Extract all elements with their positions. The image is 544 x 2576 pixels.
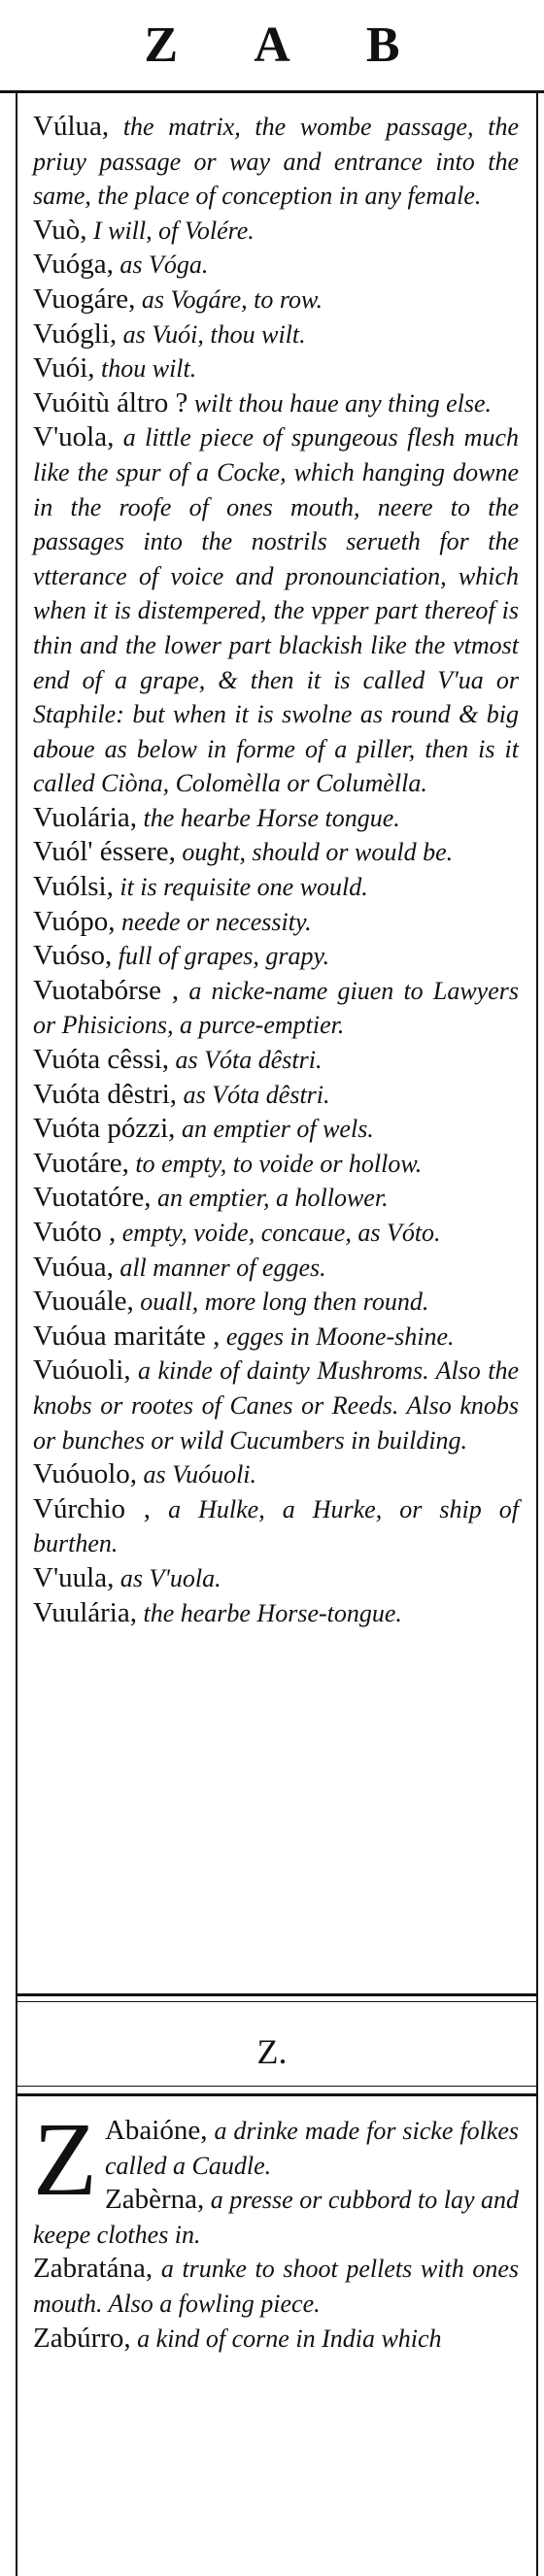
dictionary-entry bbox=[33, 1457, 519, 1492]
headword: Vuogáre, bbox=[33, 283, 136, 315]
definition: a Hulke, a Hurke, or ship of burthen. bbox=[33, 1494, 519, 1558]
headword: Vuotabórse , bbox=[33, 974, 180, 1006]
dictionary-entry bbox=[33, 801, 519, 836]
dictionary-entry bbox=[33, 1181, 519, 1216]
headword: Vuóua, bbox=[33, 1251, 114, 1283]
definition: an emptier, a hollower. bbox=[151, 1184, 389, 1213]
dictionary-entry bbox=[33, 248, 519, 283]
definition: ouall, more long then round. bbox=[133, 1288, 429, 1317]
headword: Vuouále, bbox=[33, 1286, 134, 1318]
definition: a trunke to shoot pellets with ones mouth. Also a fowling piece. bbox=[33, 2255, 519, 2318]
headword: Zabúrro, bbox=[33, 2322, 131, 2354]
definition: as Vuóuoli. bbox=[137, 1460, 257, 1489]
dictionary-entry bbox=[33, 974, 519, 1043]
headword: Vuógli, bbox=[33, 318, 118, 350]
section-rule-thin bbox=[17, 2086, 536, 2087]
headword: Zabèrna, bbox=[104, 2184, 205, 2216]
headword: Vuól' éssere, bbox=[33, 836, 176, 868]
running-head: Z A B bbox=[144, 17, 433, 73]
dictionary-entry bbox=[33, 835, 519, 870]
drop-capital: Z bbox=[33, 2102, 97, 2218]
headword: Vuóta pózzi, bbox=[33, 1113, 176, 1145]
dictionary-entry bbox=[33, 1078, 519, 1113]
definition: the hearbe Horse-tongue. bbox=[136, 1598, 402, 1627]
headword: Vuóso, bbox=[33, 940, 113, 972]
definition: all manner of egges. bbox=[113, 1253, 326, 1282]
headword: Vuóuoli, bbox=[33, 1355, 131, 1387]
headword: Vuópo, bbox=[33, 905, 116, 937]
section-rule-thick bbox=[17, 2093, 536, 2096]
headword: Vuólsi, bbox=[33, 871, 114, 903]
definition: to empty, to voide or hollow. bbox=[128, 1149, 423, 1178]
headword: Vuói, bbox=[33, 352, 95, 385]
definition: wilt thou haue any thing else. bbox=[187, 388, 493, 418]
headword: Vuotáre, bbox=[33, 1147, 129, 1179]
definition: thou wilt. bbox=[94, 354, 197, 384]
dictionary-entry bbox=[33, 1596, 519, 1631]
dictionary-entry bbox=[33, 283, 519, 318]
headword: Vuóua maritáte , bbox=[33, 1320, 221, 1352]
definition: full of grapes, grapy. bbox=[112, 942, 330, 971]
definition: the hearbe Horse tongue. bbox=[136, 803, 400, 832]
dictionary-entry bbox=[33, 110, 519, 214]
definition: a kinde of dainty Mushroms. Also the knobs or rootes of Canes or Reeds. Also knobs or bunches or wild Cucumbers in building. bbox=[33, 1356, 519, 1455]
dictionary-entry bbox=[33, 2252, 519, 2321]
dictionary-entry bbox=[33, 318, 519, 352]
definition: a drinke made for sicke folkes called a Caudle. bbox=[104, 2117, 519, 2180]
section-rule-thin bbox=[17, 2001, 536, 2002]
dictionary-entry bbox=[33, 1112, 519, 1147]
definition: a little piece of spungeous flesh much like the spur of a Cocke, which hanging downe in the roofe of ones mouth, neere to the passages into the nostrils serueth for the vtterance of voice and pronounciation, which when it is distempered, the vpper part thereof is thin and the lower part blackish like the vtmost end of a grape, & then it is called V'ua or Staphile: but when it is swolne as round & big aboue as below in forme of a piller, then is it called Ciòna, Colomèlla or Columèlla. bbox=[33, 423, 519, 798]
dictionary-entry bbox=[33, 1043, 519, 1078]
headword: Vuóga, bbox=[33, 249, 114, 281]
dictionary-entry bbox=[33, 214, 519, 249]
entries-list bbox=[33, 110, 519, 1630]
dictionary-entry bbox=[33, 1216, 519, 1251]
dictionary-entry bbox=[33, 2183, 519, 2252]
definition: as Vogáre, to row. bbox=[135, 284, 323, 314]
definition: egges in Moone-shine. bbox=[220, 1321, 455, 1351]
definition: as V'uola. bbox=[114, 1563, 221, 1592]
definition: empty, voide, concaue, as Vóto. bbox=[116, 1219, 441, 1247]
headword: V'uola, bbox=[33, 421, 115, 453]
definition: as Vóta dêstri. bbox=[169, 1046, 323, 1075]
dictionary-entry bbox=[33, 420, 519, 801]
dictionary-entry bbox=[33, 1492, 519, 1561]
dictionary-entry bbox=[33, 351, 519, 386]
headword: Vuóuolo, bbox=[33, 1458, 138, 1490]
definition: it is requisite one would. bbox=[113, 873, 368, 902]
dictionary-entry bbox=[33, 1251, 519, 1286]
dictionary-entry bbox=[33, 905, 519, 940]
definition: the matrix, the wombe passage, the priuy passage or way and entrance into the same, the place of conception in any female. bbox=[33, 113, 519, 211]
definition: a nicke-name giuen to Lawyers or Phisicions, a purce-emptier. bbox=[33, 976, 519, 1040]
dictionary-entry bbox=[33, 1354, 519, 1457]
dictionary-entry bbox=[33, 1320, 519, 1355]
headword: Vúlua, bbox=[33, 111, 110, 142]
headword: V'uula, bbox=[33, 1561, 115, 1593]
headword: Vuò, bbox=[33, 214, 87, 246]
definition: neede or necessity. bbox=[115, 907, 312, 936]
dictionary-entry bbox=[33, 2322, 519, 2357]
headword: Vuóta cêssi, bbox=[33, 1044, 170, 1076]
headword: Vuolária, bbox=[33, 801, 137, 833]
section-heading: Z. bbox=[256, 2032, 288, 2071]
definition: I will, of Volére. bbox=[86, 216, 255, 245]
z-entries-list bbox=[33, 2102, 520, 2356]
dictionary-entry bbox=[33, 1147, 519, 1182]
section-rule-thick bbox=[17, 1993, 536, 1996]
definition: as Vóta dêstri. bbox=[177, 1080, 330, 1109]
dictionary-entry bbox=[33, 939, 519, 974]
page-header bbox=[0, 0, 544, 93]
definition: as Vóga. bbox=[113, 251, 209, 280]
dictionary-entry bbox=[33, 870, 519, 905]
dictionary-entry bbox=[33, 386, 519, 421]
definition: ought, should or would be. bbox=[175, 838, 454, 867]
headword: Vúrchio , bbox=[33, 1492, 152, 1524]
headword: Vuóitù áltro ? bbox=[33, 386, 188, 418]
headword: Vuotatóre, bbox=[33, 1182, 152, 1214]
headword: Vuulária, bbox=[33, 1596, 137, 1628]
headword: Vuóto , bbox=[33, 1217, 117, 1248]
dictionary-entry bbox=[33, 1285, 519, 1320]
headword: Vuóta dêstri, bbox=[33, 1078, 178, 1110]
definition: an emptier of wels. bbox=[175, 1115, 374, 1144]
dictionary-entry bbox=[33, 1561, 519, 1596]
headword: Zabratána, bbox=[33, 2253, 153, 2285]
definition: a presse or cubbord to lay and keepe clothes in. bbox=[33, 2186, 520, 2249]
definition: a kind of corne in India which bbox=[130, 2324, 442, 2353]
definition: as Vuói, thou wilt. bbox=[117, 319, 306, 349]
headword: Abaióne, bbox=[104, 2115, 208, 2146]
